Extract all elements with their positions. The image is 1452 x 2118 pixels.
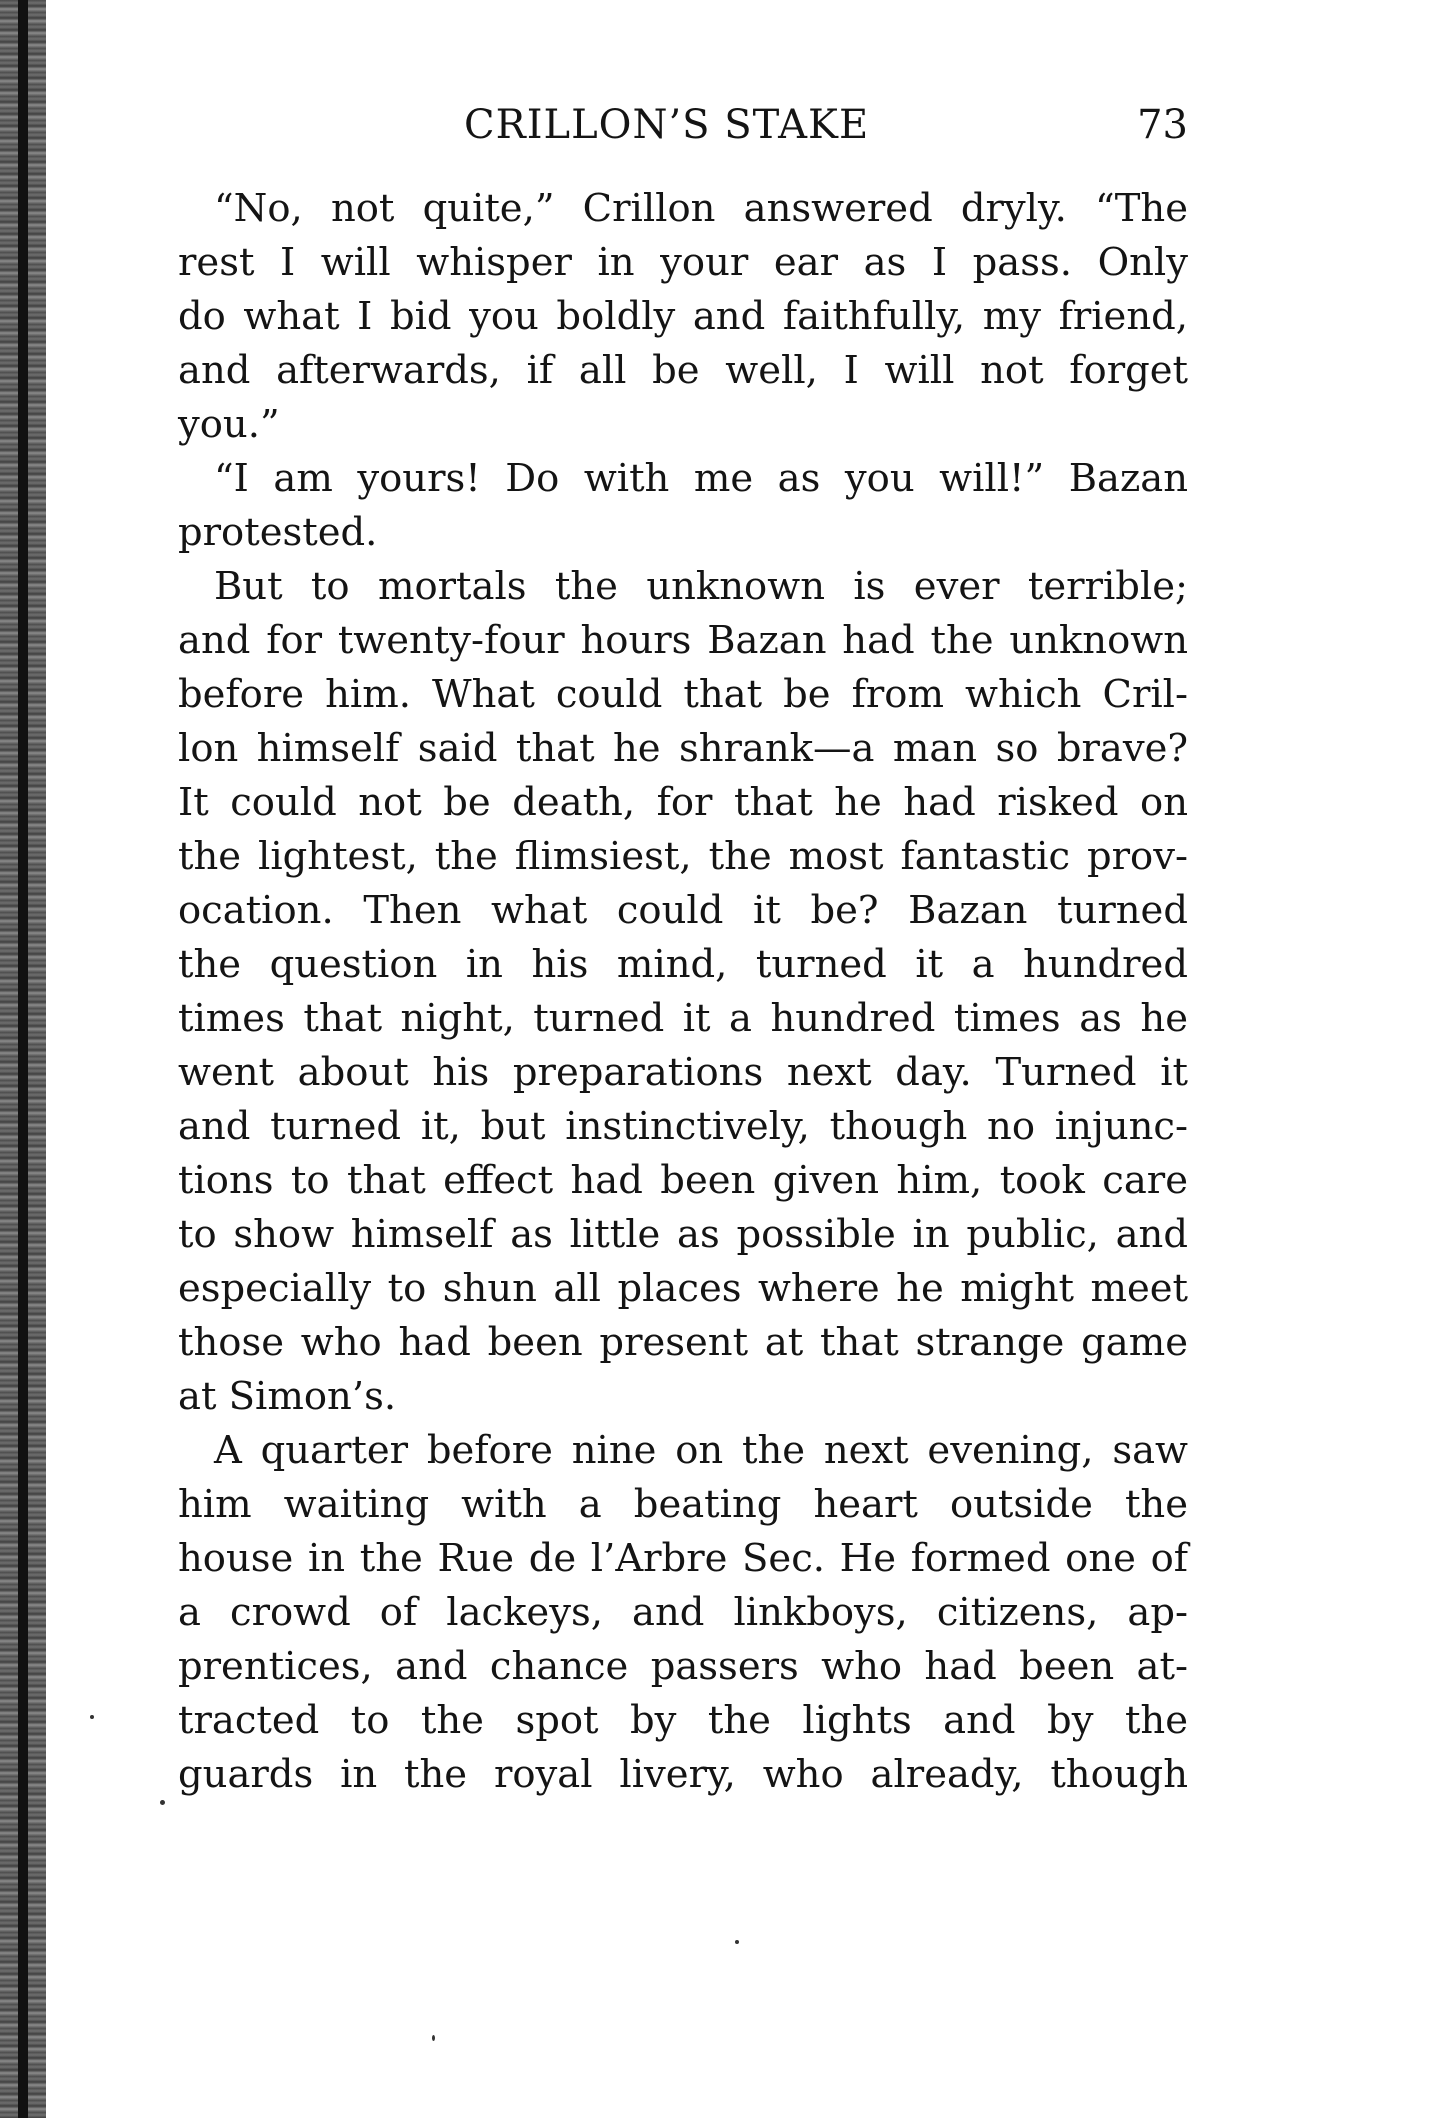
text-line: those who had been present at that strange game: [178, 1320, 1188, 1365]
text-line: a crowd of lackeys, and linkboys, citizens, ap-: [178, 1590, 1188, 1635]
text-line: It could not be death, for that he had risked on: [178, 780, 1188, 825]
text-line: house in the Rue de l’Arbre Sec. He formed one of: [178, 1536, 1188, 1581]
text-line: rest I will whisper in your ear as I pass. Only: [178, 240, 1188, 285]
scan-speck: [160, 1800, 165, 1805]
text-line: lon himself said that he shrank—a man so brave?: [178, 726, 1188, 771]
text-line: “I am yours! Do with me as you will!” Bazan: [214, 456, 1188, 501]
text-line: “No, not quite,” Crillon answered dryly. “The: [214, 186, 1188, 231]
text-line: But to mortals the unknown is ever terrible;: [214, 564, 1188, 609]
body-text: [178, 182, 1188, 1802]
text-line: to show himself as little as possible in public, and: [178, 1212, 1188, 1257]
text-line: the question in his mind, turned it a hundred: [178, 942, 1188, 987]
text-line: A quarter before nine on the next evening, saw: [214, 1428, 1188, 1473]
text-line: tracted to the spot by the lights and by the: [178, 1698, 1188, 1743]
running-head: CRILLON’S STAKE: [464, 102, 870, 148]
text-line: you.”: [178, 402, 280, 447]
binding-shadow: [18, 0, 28, 2118]
text-line: prentices, and chance passers who had been at-: [178, 1644, 1188, 1689]
scan-speck: [90, 1715, 94, 1719]
text-line: protested.: [178, 510, 378, 555]
text-line: and for twenty-four hours Bazan had the unknown: [178, 618, 1188, 663]
text-line: the lightest, the flimsiest, the most fantastic prov-: [178, 834, 1188, 879]
text-line: and afterwards, if all be well, I will not forget: [178, 348, 1188, 393]
text-line: and turned it, but instinctively, though no injunc-: [178, 1104, 1188, 1149]
text-line: do what I bid you boldly and faithfully, my friend,: [178, 294, 1188, 339]
scan-speck: [432, 2035, 435, 2041]
text-line: guards in the royal livery, who already, though: [178, 1752, 1188, 1797]
text-line: especially to shun all places where he might meet: [178, 1266, 1188, 1311]
text-line: times that night, turned it a hundred times as he: [178, 996, 1188, 1041]
text-line: tions to that effect had been given him, took care: [178, 1158, 1188, 1203]
text-line: ocation. Then what could it be? Bazan turned: [178, 888, 1188, 933]
text-line: went about his preparations next day. Turned it: [178, 1050, 1188, 1095]
text-line: before him. What could that be from which Cril-: [178, 672, 1188, 717]
page-number: 73: [1137, 102, 1188, 148]
scan-speck: [735, 1940, 739, 1944]
page-header: [178, 102, 1188, 152]
text-line: at Simon’s.: [178, 1374, 397, 1419]
text-line: him waiting with a beating heart outside the: [178, 1482, 1188, 1527]
